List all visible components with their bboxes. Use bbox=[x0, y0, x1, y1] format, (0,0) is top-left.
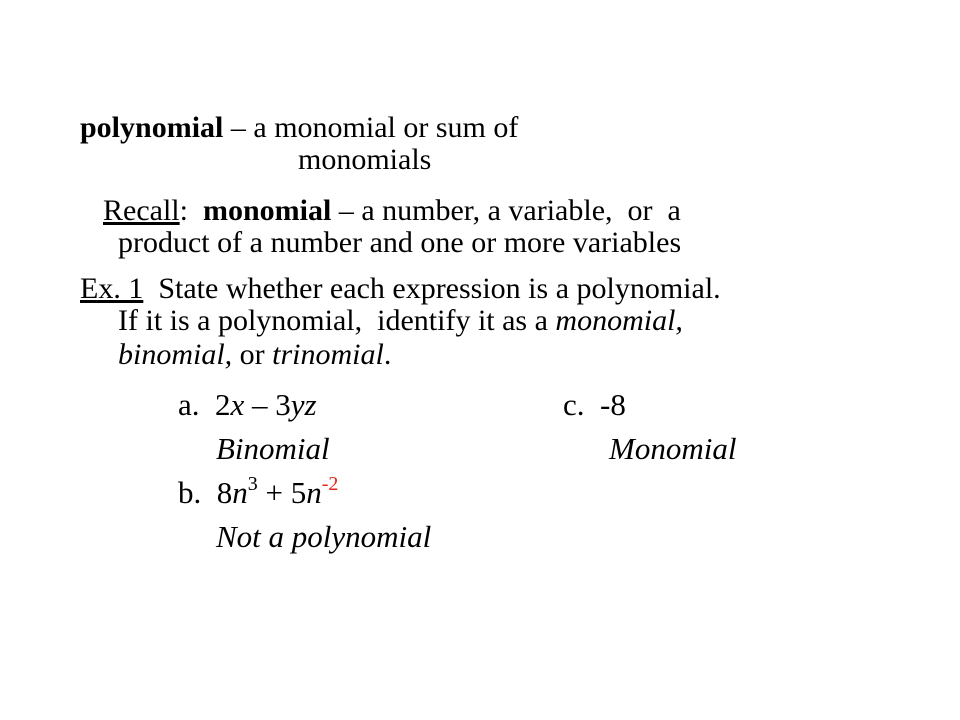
recall-line-2 bbox=[118, 227, 681, 259]
recall-line-1 bbox=[103, 195, 681, 227]
definition-line-2 bbox=[298, 144, 431, 176]
example-text-3a: binomial, bbox=[118, 338, 233, 371]
item-b-exponent-2: -2 bbox=[321, 472, 339, 495]
item-b-label: b. 8 bbox=[178, 475, 233, 510]
item-b-var-1: n bbox=[232, 475, 248, 510]
definition-text-1: – a monomial or sum of bbox=[223, 111, 519, 144]
item-c-answer: Monomial bbox=[609, 431, 737, 466]
example-text-3d: . bbox=[383, 338, 392, 371]
item-b-var-2: n bbox=[306, 475, 322, 510]
recall-text-1: – a number, a variable, or a bbox=[331, 194, 681, 227]
item-b-exponent-1: 3 bbox=[247, 472, 258, 495]
recall-term: monomial bbox=[202, 194, 332, 227]
definition-line-1 bbox=[80, 112, 518, 144]
definition-text-2: monomials bbox=[298, 143, 432, 176]
example-line-2 bbox=[118, 305, 683, 337]
example-text-2b: monomial, bbox=[555, 304, 683, 337]
definition-term: polynomial bbox=[80, 111, 224, 144]
item-b-expression bbox=[178, 472, 339, 510]
example-text-3b: or bbox=[232, 338, 273, 371]
item-a-answer: Binomial bbox=[216, 431, 330, 466]
item-a-var-2: yz bbox=[290, 387, 317, 422]
example-line-3 bbox=[118, 339, 391, 371]
recall-text-2: product of a number and one or more variables bbox=[118, 226, 682, 259]
item-b-op: + 5 bbox=[257, 475, 307, 510]
item-b-answer: Not a polynomial bbox=[216, 519, 432, 554]
recall-colon: : bbox=[179, 194, 203, 227]
item-a-op: – 3 bbox=[244, 387, 291, 422]
item-a-label: a. 2 bbox=[178, 387, 231, 422]
example-text-3c: trinomial bbox=[272, 338, 384, 371]
item-a-expression bbox=[178, 389, 317, 421]
example-line-1 bbox=[80, 273, 721, 305]
example-text-1: State whether each expression is a polynomial. bbox=[143, 272, 721, 305]
example-label: Ex. 1 bbox=[80, 272, 144, 305]
recall-label: Recall bbox=[103, 194, 180, 227]
item-a-var-1: x bbox=[230, 387, 245, 422]
item-c-label: c. -8 bbox=[563, 387, 626, 422]
item-c-expression bbox=[563, 389, 626, 421]
example-text-2a: If it is a polynomial, identify it as a bbox=[118, 304, 556, 337]
